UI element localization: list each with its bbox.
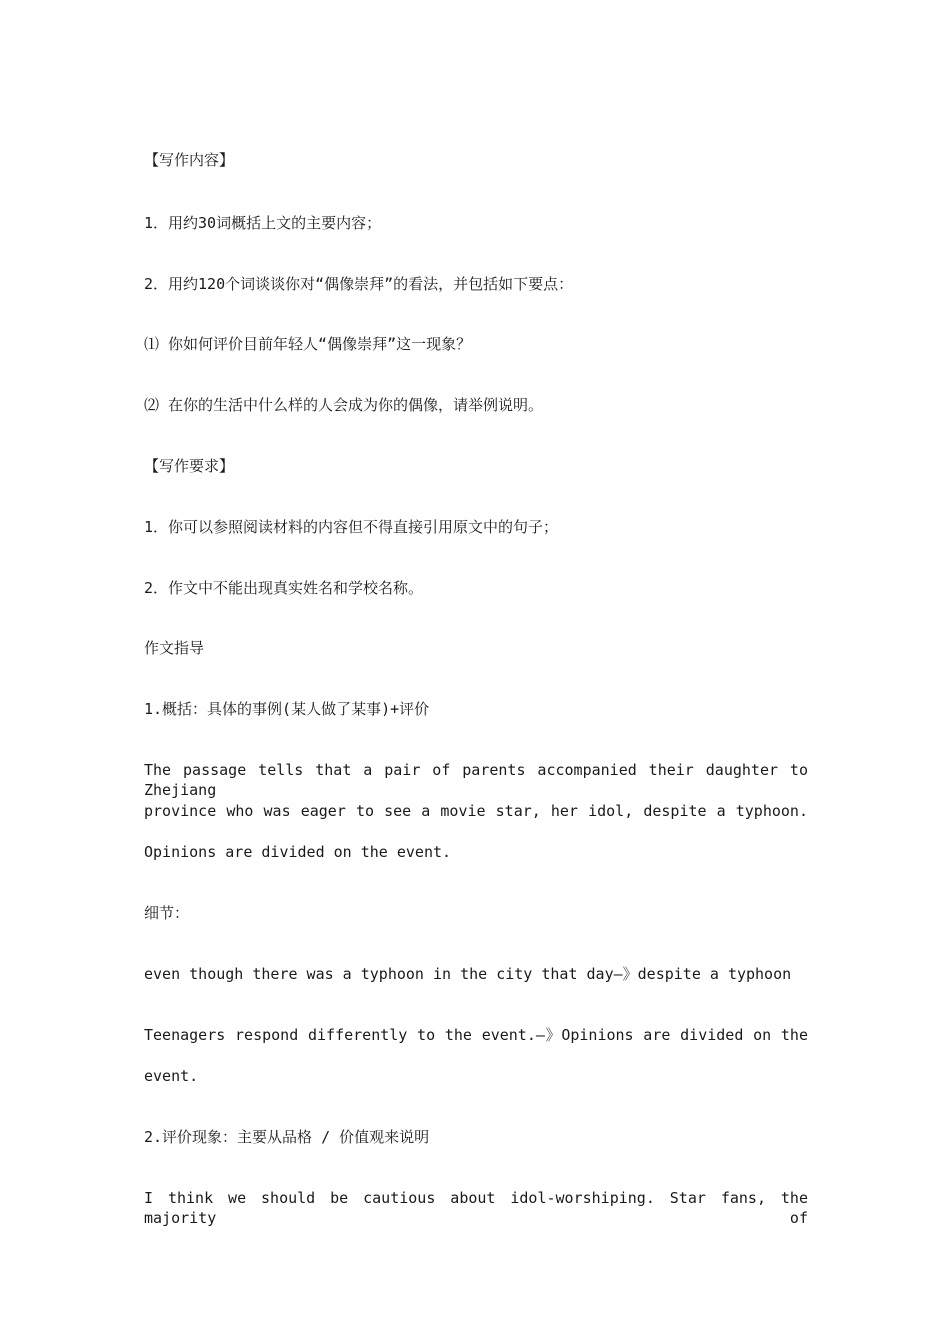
opinion-line-1: I think we should be cautious about idol-worshiping. Star fans, the majority of (144, 1189, 808, 1227)
content-item-4: ⑵ 在你的生活中什么样的人会成为你的偶像，请举例说明。 (144, 396, 544, 414)
guide-point-2: 2.评价现象：主要从品格 / 价值观来说明 (144, 1128, 430, 1146)
content-item-1: 1．用约30词概括上文的主要内容； (144, 214, 382, 232)
summary-line-2: province who was eager to see a movie star, her idol, despite a typhoon. (144, 802, 808, 820)
details-heading: 细节： (144, 904, 190, 922)
requirements-item-1: 1．你可以参照阅读材料的内容但不得直接引用原文中的句子； (144, 518, 559, 536)
guide-point-1: 1.概括：具体的事例(某人做了某事)+评价 (144, 700, 430, 718)
summary-line-1: The passage tells that a pair of parents accompanied their daughter to Zhejiang (144, 761, 808, 799)
requirements-item-2: 2．作文中不能出现真实姓名和学校名称。 (144, 579, 424, 597)
detail-line-3: event. (144, 1067, 199, 1085)
detail-line-1: even though there was a typhoon in the city that day—》despite a typhoon (144, 965, 792, 983)
summary-line-3: Opinions are divided on the event. (144, 843, 452, 861)
content-item-3: ⑴ 你如何评价目前年轻人“偶像崇拜”这一现象？ (144, 335, 472, 353)
content-item-2: 2．用约120个词谈谈你对“偶像崇拜”的看法，并包括如下要点： (144, 275, 574, 293)
requirements-heading: 【写作要求】 (144, 457, 235, 475)
guide-heading: 作文指导 (144, 639, 205, 657)
content-heading: 【写作内容】 (144, 151, 235, 169)
detail-line-2: Teenagers respond differently to the event.—》Opinions are divided on the (144, 1026, 808, 1044)
